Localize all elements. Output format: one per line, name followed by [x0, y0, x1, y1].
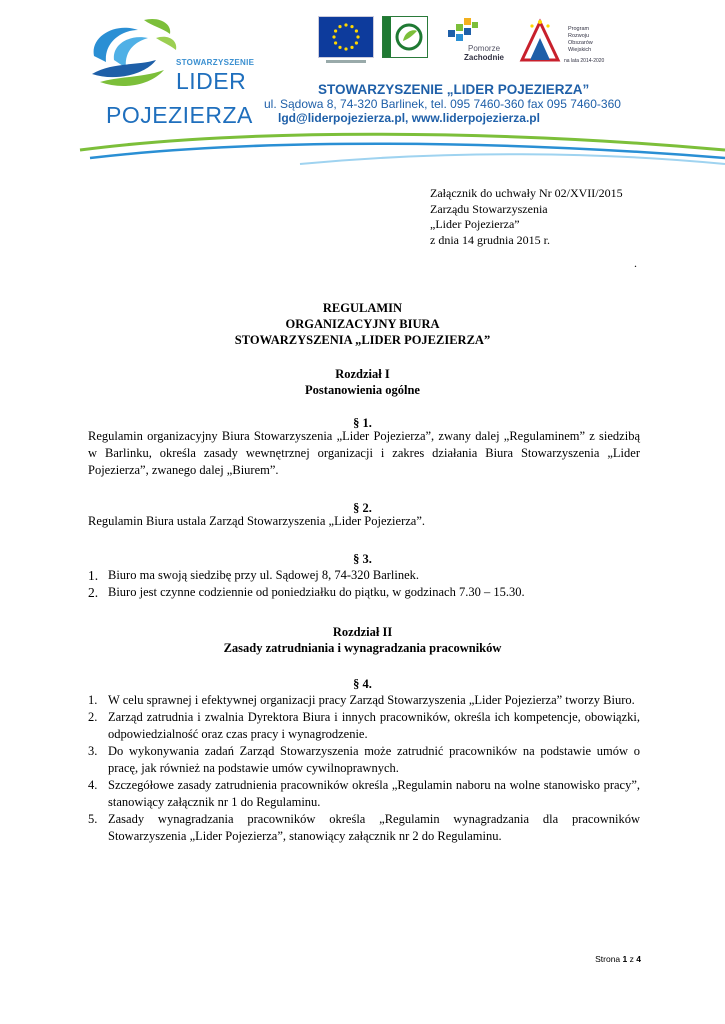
prow-label: Program Rozwoju Obszarów Wiejskich: [568, 26, 593, 53]
section3-list: [88, 567, 640, 601]
list-number: 3.: [88, 744, 98, 758]
section2-text: Regulamin Biura ustala Zarząd Stowarzyszenia „Lider Pojezierza”.: [88, 514, 426, 528]
footer-total: 4: [636, 954, 641, 964]
footer-of: z: [629, 954, 634, 964]
section4-mark: § 4.: [353, 677, 372, 691]
title-line2: ORGANIZACYJNY BIURA: [285, 317, 440, 331]
list-text: Do wykonywania zadań Zarząd Stowarzyszenia może zatrudnić pracowników na podstawie umów o pracę, jak również na podstawie umów cywilnoprawnych.: [108, 744, 640, 775]
attachment-line4: z dnia 14 grudnia 2015 r.: [430, 232, 550, 247]
eu-flag-logo: [318, 16, 374, 58]
list-item: [88, 777, 640, 811]
prow-stars-icon: [516, 16, 566, 64]
chapter1-subtitle: Postanowienia ogólne: [305, 383, 420, 397]
list-text: Szczegółowe zasady zatrudnienia pracowników określa „Regulamin naboru na wolne stanowisko pracy”, stanowiący załącznik nr 1 do Regulaminu.: [108, 778, 640, 809]
section1-mark: § 1.: [353, 416, 372, 430]
list-item: [88, 811, 640, 845]
list-number: 4.: [88, 778, 98, 792]
header-swoosh: [0, 120, 725, 170]
chapter2-heading: [80, 624, 645, 656]
footer-page: 1: [622, 954, 628, 964]
pomorze-zachodnie-logo: [446, 16, 508, 64]
eu-caption-bar: [326, 60, 366, 63]
list-item: [88, 567, 640, 584]
list-text: Biuro jest czynne codziennie od poniedziałku do piątku, w godzinach 7.30 – 15.30.: [108, 585, 525, 599]
footer-label: Strona: [595, 954, 621, 964]
section3-mark: § 3.: [353, 552, 372, 566]
list-number: 2.: [88, 710, 98, 724]
attachment-note: [430, 186, 623, 248]
title-line3: STOWARZYSZENIA „LIDER POJEZIERZA”: [234, 333, 491, 347]
list-number: 1.: [88, 568, 99, 583]
list-item: [88, 709, 640, 743]
chapter1-title: Rozdział I: [335, 367, 390, 381]
chapter2-subtitle: Zasady zatrudniania i wynagradzania pracowników: [223, 641, 502, 655]
org-contact[interactable]: lgd@liderpojezierza.pl, www.liderpojezierza.pl: [278, 111, 540, 125]
chapter2-title: Rozdział II: [332, 625, 393, 639]
list-number: 1.: [88, 693, 98, 707]
leader-leaf-icon: [383, 17, 427, 57]
pomorze-label-1: Pomorze: [468, 44, 501, 53]
title-line1: REGULAMIN: [322, 301, 403, 315]
list-number: 2.: [88, 585, 99, 600]
prow-logo: [516, 16, 626, 68]
list-item: [88, 743, 640, 777]
logo-title-line2: POJEZIERZA: [106, 102, 253, 128]
leader-logo: [382, 16, 428, 58]
list-item: [88, 692, 640, 709]
list-text: Zarząd zatrudnia i zwalnia Dyrektora Biura i innych pracowników, określa ich kompetencje, obowiązki, odpowiedzialność oraz czas pracy i wynagrodzenie.: [108, 710, 640, 741]
section1-text: Regulamin organizacyjny Biura Stowarzyszenia „Lider Pojezierza”, zwany dalej „Regulaminem” z siedzibą w Barlinku, określa zasady wewnętrznej organizacji i zakres działania Biura Stowarzyszenia „Lider Pojezierza”, zwanego dalej „Biurem”.: [88, 429, 640, 477]
pomorze-label-2: Zachodnie: [464, 53, 505, 62]
section4-list: [88, 692, 640, 845]
pomorze-mosaic-icon: [446, 16, 480, 46]
org-address: ul. Sądowa 8, 74-320 Barlinek, tel. 095 7460-360 fax 095 7460-360: [264, 97, 621, 111]
section2-mark: § 2.: [353, 501, 372, 515]
lider-pojezierza-logo-icon: [86, 16, 182, 94]
logo-title-line1: LIDER: [176, 68, 247, 94]
list-text: Zasady wynagradzania pracowników określa „Regulamin wynagradzania dla pracowników Stowarzyszenia „Lider Pojezierza”, stanowiący załącznik nr 2 do Regulaminu.: [108, 812, 640, 843]
header: [0, 0, 725, 170]
attachment-line2: Zarządu Stowarzyszenia: [430, 201, 548, 216]
attachment-line1: Załącznik do uchwały Nr 02/XVII/2015: [430, 186, 623, 200]
document-title: [80, 300, 645, 348]
logo-subtitle: STOWARZYSZENIE: [176, 58, 255, 67]
list-number: 5.: [88, 812, 98, 826]
prow-years: na lata 2014-2020: [564, 58, 605, 64]
attachment-line3: „Lider Pojezierza”: [430, 217, 520, 231]
page-footer: [595, 954, 641, 964]
eu-stars-icon: [319, 17, 373, 57]
list-text: W celu sprawnej i efektywnej organizacji pracy Zarząd Stowarzyszenia „Lider Pojezierza” tworzy Biuro.: [108, 693, 635, 707]
org-name: STOWARZYSZENIE „LIDER POJEZIERZA”: [318, 82, 590, 97]
list-item: [88, 584, 640, 601]
list-text: Biuro ma swoją siedzibę przy ul. Sądowej 8, 74-320 Barlinek.: [108, 568, 420, 582]
chapter1-heading: [80, 366, 645, 398]
stray-dot: .: [634, 256, 637, 270]
